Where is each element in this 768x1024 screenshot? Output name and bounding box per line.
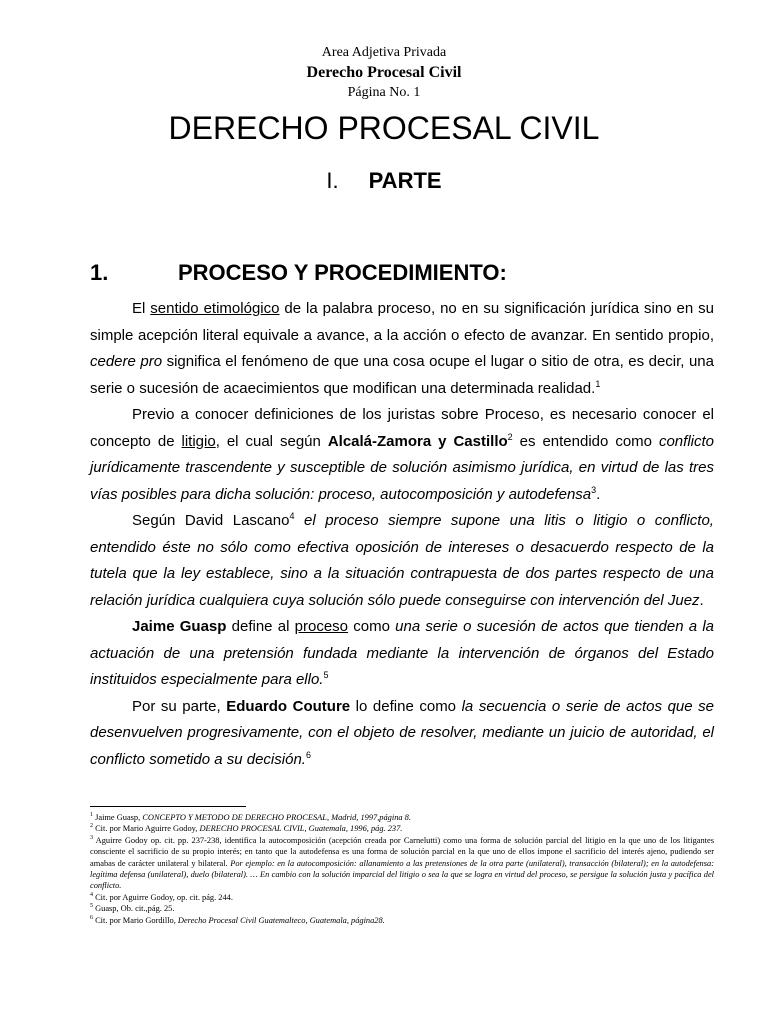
header-page-number: Página No. 1 [347,85,421,100]
header-subject: Derecho Procesal Civil [306,64,462,81]
underlined-term: litigio [181,432,216,450]
footnote-separator [90,806,246,807]
underlined-term: proceso [294,618,349,635]
footnote-ref: 1 [595,378,601,389]
author-name: Alcalá-Zamora y Castillo [327,432,508,450]
document-title: DERECHO PROCESAL CIVIL [168,110,600,146]
footnotes [90,812,714,926]
part-heading [0,168,768,194]
author-name: Eduardo Couture [226,697,351,715]
footnote-6: $^6$ Cit. por Mario Gordillo, Derecho Procesal Civil Guatemalteco, Guatemala, página28. [90,914,385,925]
section-number: 1. [90,260,109,285]
underlined-term: sentido etimológico [150,300,280,317]
footnote-ref: 3 [591,484,597,495]
part-label: PARTE [368,168,442,193]
footnote-4: $^4$ Cit. por Aguirre Godoy, op. cit. pág. 244. [90,892,233,902]
author-name: Jaime Guasp [132,618,227,635]
section-heading [90,260,730,286]
body-text [90,296,714,773]
paragraph-couture: Por su parte, Eduardo Couture lo define como la secuencia o serie de actos que se desenvuelven progresivamente, con el objeto de resolver, mediante un juicio de autoridad, el conflicto sometido a su decisión.$^6$ [90,697,714,768]
section-label: PROCESO Y PROCEDIMIENTO: [178,260,507,285]
footnote-ref: 5 [323,670,329,680]
footnote-3: $^3$ Aguirre Godoy op. cit. pp. 237-238, identifica la autocomposición (acepción creada por Carnelutti) como una forma de solución parcial del litigio en la que uno de los litigantes consciente el sacrificio de su propio interés; en tanto que la autodefensa es una forma de solución parcial en la que uno de ellos impone el sacrificio del interés ajeno, pudiendo ser amabas de carácter unilateral y bilateral. Por ejemplo: en la autocomposición: allanamiento a las pretensiones de la otra parte (unilateral), transacción (bilateral); en la autodefensa: legítima defensa (unilateral), duelo (bilateral). … En cambio con la solución imparcial del litigio o sea la que se logra en virtud del proceso, se persigue la solución justa y pacífica del conflicto. [90,835,714,891]
footnote-5: $^5$ Guasp, Ob. cit.,pág. 25. [90,903,175,914]
paragraph-lascano: Según David Lascano$^4$ el proceso siempre supone una litis o litigio o conflicto, entendido éste no sólo como efectiva oposición de intereses o desacuerdo respecto de la tutela que la ley establece, sino a la situación contrapuesta de dos partes respecto de una relación jurídica cualquiera cuya solución sólo puede conseguirse con intervención del Juez. [90,511,714,609]
header-area: Area Adjetiva Privada [321,45,447,60]
footnote-ref: 2 [507,431,513,442]
part-number: I. [326,168,339,193]
paragraph-guasp: Jaime Guasp define al proceso como una serie o sucesión de actos que tienden a la actuación de una pretensión fundada mediante la intervención de órganos del Estado instituidos especialmente para ello.$^5$ [90,618,714,688]
paragraph-litigio: Previo a conocer definiciones de los juristas sobre Proceso, es necesario conocer el concepto de litigio, el cual según Alcalá-Zamora y Castillo$^2$ es entendido como conflicto jurídicamente trascendente y susceptible de solución asimismo jurídica, en virtud de las tres vías posibles para dicha solución: proceso, autocomposición y autodefensa$^3$. [90,406,714,503]
footnote-ref: 4 [289,511,295,521]
footnote-1: $^1$ Jaime Guasp, CONCEPTO Y METODO DE DERECHO PROCESAL, Madrid, 1997,página 8. [90,812,411,822]
footnote-2: $^2$ Cit. por Mario Aguirre Godoy, DERECHO PROCESAL CIVIL, Guatemala, 1996, pág. 237. [90,823,403,834]
footnote-ref: 6 [305,749,311,760]
paragraph-etymology: El sentido etimológico de la palabra proceso, no en su significación jurídica sino en su simple acepción literal equivale a avance, a la acción o efecto de avanzar. En sentido propio, cedere pro significa el fenómeno de que una cosa ocupe el lugar o sitio de otra, es decir, una serie o sucesión de acaecimientos que modifican una determinada realidad.$^1$ [90,300,714,397]
